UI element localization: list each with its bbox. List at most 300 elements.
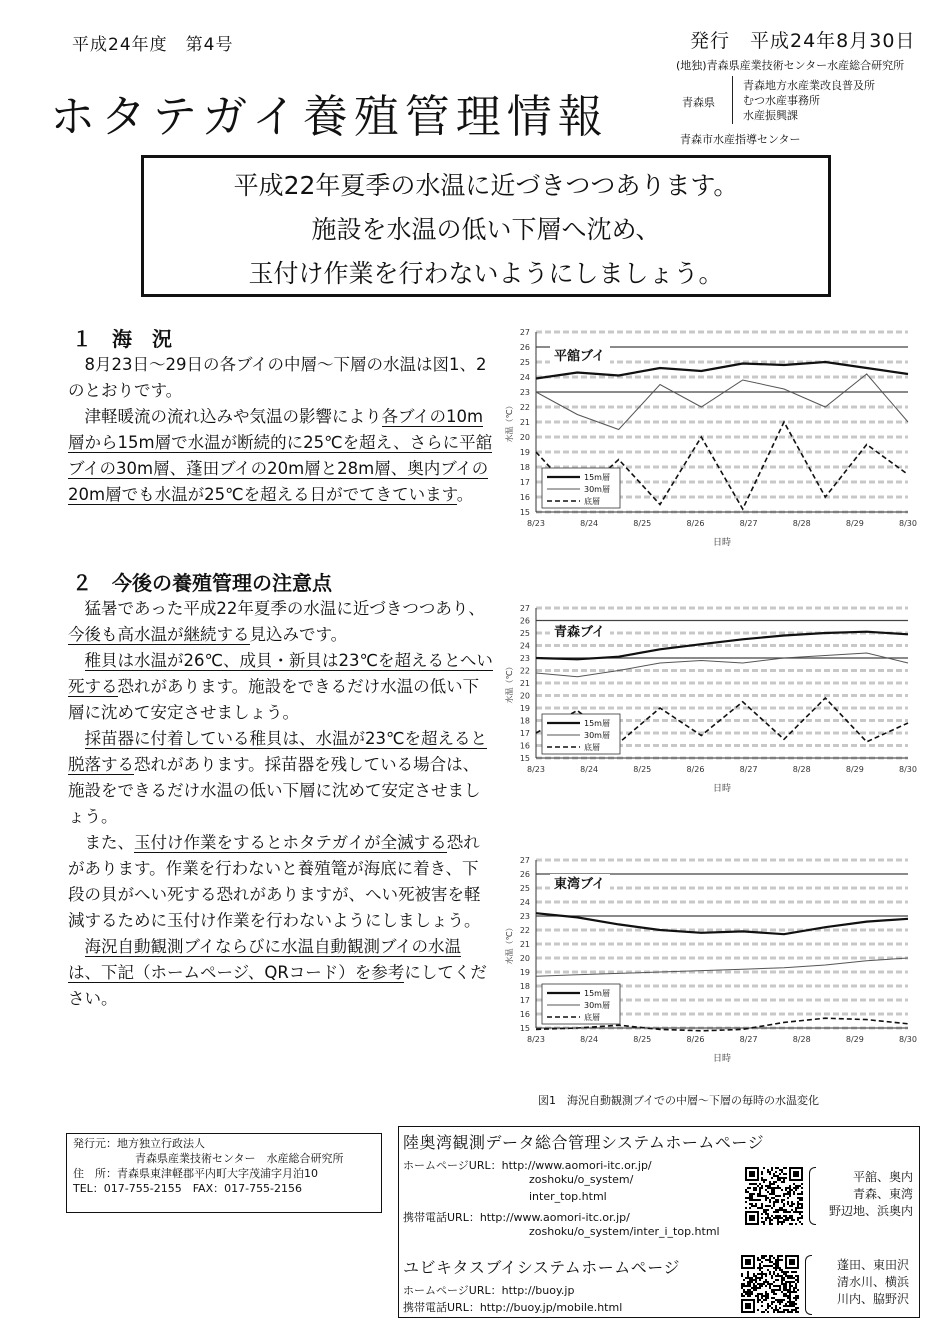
qr-module — [773, 1191, 775, 1193]
qr-module — [789, 1311, 791, 1313]
qr-module — [757, 1301, 759, 1303]
system2-title: ユビキタスブイシステムホームページ — [403, 1258, 680, 1277]
qr-module — [771, 1255, 773, 1257]
y-tick-label: 24 — [519, 641, 530, 651]
qr-code-icon[interactable] — [741, 1255, 799, 1313]
x-tick-label: 8/25 — [633, 1035, 652, 1044]
qr-finder — [789, 1259, 795, 1265]
qr-module — [743, 1279, 745, 1281]
qr-module — [777, 1211, 779, 1213]
qr-module — [749, 1283, 751, 1285]
qr-module — [763, 1221, 765, 1223]
qr-module — [797, 1289, 799, 1291]
qr-module — [763, 1209, 765, 1211]
qr-module — [779, 1287, 781, 1289]
qr-module — [771, 1265, 773, 1267]
qr-module — [759, 1299, 761, 1301]
qr-module — [777, 1217, 779, 1219]
qr-module — [767, 1295, 769, 1297]
headline-banner — [141, 155, 831, 297]
qr-module — [783, 1219, 785, 1221]
qr-module — [761, 1301, 763, 1303]
qr-module — [775, 1275, 777, 1277]
qr-module — [757, 1299, 759, 1301]
qr-module — [769, 1283, 771, 1285]
x-tick-label: 8/26 — [686, 1035, 705, 1044]
qr-module — [769, 1181, 771, 1183]
qr-module — [781, 1301, 783, 1303]
qr-module — [741, 1287, 743, 1289]
office-item: 青森地方水産業改良普及所 — [743, 79, 875, 92]
homepage-box — [398, 1126, 920, 1318]
section1-heading: １ 海 況 — [72, 327, 172, 351]
qr-module — [767, 1311, 769, 1313]
x-tick-label: 8/28 — [792, 765, 811, 774]
section2-para2: 稚貝は水温が26℃、成貝・新貝は23℃を超えるとへい死する恐れがあります。施設をできるだけ水温の低い下層に沈めて安定させましょう。 — [68, 651, 493, 722]
qr-module — [757, 1259, 759, 1261]
qr-module — [769, 1223, 771, 1225]
qr-module — [765, 1185, 767, 1187]
qr-module — [789, 1277, 791, 1279]
qr-module — [777, 1201, 779, 1203]
qr-module — [771, 1289, 773, 1291]
qr-module — [777, 1195, 779, 1197]
qr-module — [757, 1195, 759, 1197]
y-tick-label: 17 — [519, 729, 530, 738]
qr-module — [763, 1179, 765, 1181]
qr-module — [797, 1185, 799, 1187]
qr-module — [791, 1189, 793, 1191]
qr-module — [801, 1187, 803, 1189]
qr-module — [781, 1207, 783, 1209]
qr-module — [773, 1197, 775, 1199]
qr-module — [757, 1273, 759, 1275]
qr-module — [801, 1191, 803, 1193]
qr-module — [785, 1173, 787, 1175]
qr-module — [795, 1279, 797, 1281]
qr-module — [779, 1255, 781, 1257]
qr-module — [791, 1215, 793, 1217]
qr-module — [749, 1291, 751, 1293]
qr-module — [759, 1265, 761, 1267]
qr-module — [759, 1269, 761, 1271]
qr-module — [775, 1309, 777, 1311]
qr-module — [755, 1199, 757, 1201]
qr-module — [797, 1295, 799, 1297]
qr-module — [781, 1181, 783, 1183]
qr-module — [783, 1309, 785, 1311]
qr-module — [781, 1177, 783, 1179]
qr-module — [797, 1219, 799, 1221]
qr-module — [777, 1279, 779, 1281]
phone-line: TEL：017-755-2155 FAX：017-755-2156 — [73, 1182, 303, 1195]
qr-module — [791, 1223, 793, 1225]
y-tick-label: 20 — [519, 954, 530, 963]
qr-module — [789, 1291, 791, 1293]
qr-module — [781, 1281, 783, 1283]
qr-module — [769, 1171, 771, 1173]
qr-module — [781, 1189, 783, 1191]
qr-module — [791, 1309, 793, 1311]
qr-module — [799, 1217, 801, 1219]
qr-module — [757, 1193, 759, 1195]
qr-module — [779, 1267, 781, 1269]
qr-module — [761, 1261, 763, 1263]
y-tick-label: 21 — [519, 940, 530, 949]
qr-module — [775, 1293, 777, 1295]
publisher-box — [66, 1133, 382, 1213]
system1-homepage-url-cont[interactable]: inter_top.html — [529, 1190, 607, 1203]
qr-module — [763, 1273, 765, 1275]
x-tick-label: 8/30 — [899, 1035, 917, 1044]
system1-title: 陸奥湾観測データ総合管理システムホームページ — [403, 1133, 765, 1152]
qr-module — [765, 1197, 767, 1199]
qr-module — [787, 1305, 789, 1307]
qr-module — [789, 1301, 791, 1303]
qr-module — [759, 1189, 761, 1191]
qr-module — [799, 1213, 801, 1215]
section2-para1: 猛暑であった平成22年夏季の水温に近づきつつあり、今後も高水温が継続する見込みです。 — [68, 599, 485, 644]
qr-module — [751, 1205, 753, 1207]
qr-module — [793, 1187, 795, 1189]
qr-code-icon[interactable] — [745, 1167, 803, 1225]
office-list — [743, 78, 875, 123]
buoy-names: 平舘、奥内 — [852, 1170, 913, 1184]
qr-module — [741, 1285, 743, 1287]
qr-module — [795, 1295, 797, 1297]
qr-module — [773, 1285, 775, 1287]
qr-module — [777, 1255, 779, 1257]
qr-module — [779, 1303, 781, 1305]
qr-module — [773, 1257, 775, 1259]
legend-label: 底層 — [584, 743, 600, 752]
qr-module — [749, 1187, 751, 1189]
qr-module — [769, 1305, 771, 1307]
y-tick-label: 18 — [519, 716, 530, 726]
qr-module — [777, 1273, 779, 1275]
qr-module — [749, 1281, 751, 1283]
qr-module — [783, 1221, 785, 1223]
qr-module — [793, 1203, 795, 1205]
qr-module — [765, 1195, 767, 1197]
qr-module — [785, 1209, 787, 1211]
qr-module — [779, 1179, 781, 1181]
y-tick-label: 18 — [519, 463, 530, 472]
qr-module — [773, 1175, 775, 1177]
qr-module — [743, 1291, 745, 1293]
qr-module — [795, 1307, 797, 1309]
qr-module — [753, 1275, 755, 1277]
chart-hiradate-buoy — [498, 322, 923, 552]
qr-module — [783, 1193, 785, 1195]
qr-module — [757, 1287, 759, 1289]
qr-module — [743, 1295, 745, 1297]
qr-module — [785, 1283, 787, 1285]
qr-module — [779, 1187, 781, 1189]
qr-module — [747, 1289, 749, 1291]
y-axis-title: 水温（℃） — [505, 923, 514, 965]
qr-module — [797, 1297, 799, 1299]
qr-module — [751, 1287, 753, 1289]
buoy-names: 蓬田、東田沢 — [836, 1258, 909, 1272]
qr-module — [767, 1305, 769, 1307]
qr-module — [789, 1205, 791, 1207]
qr-module — [765, 1309, 767, 1311]
qr-module — [765, 1179, 767, 1181]
qr-module — [777, 1175, 779, 1177]
qr-module — [795, 1275, 797, 1277]
qr-module — [801, 1199, 803, 1201]
qr-module — [771, 1215, 773, 1217]
system1-homepage-url[interactable]: ホームページURL：http://www.aomori-itc.or.jp/ — [403, 1159, 652, 1172]
qr-module — [761, 1207, 763, 1209]
qr-module — [765, 1293, 767, 1295]
system1-homepage-url-cont[interactable]: zoshoku/o_system/ — [529, 1173, 634, 1186]
y-axis-title: 水温（℃） — [505, 662, 514, 704]
y-tick-label: 21 — [519, 418, 530, 427]
qr-module — [747, 1275, 749, 1277]
qr-module — [773, 1281, 775, 1283]
qr-module — [785, 1193, 787, 1195]
qr-module — [773, 1211, 775, 1213]
qr-module — [767, 1303, 769, 1305]
qr-module — [783, 1211, 785, 1213]
office-item: 水産振興課 — [743, 109, 798, 122]
qr-module — [797, 1217, 799, 1219]
section2-para5: 海況自動観測ブイならびに水温自動観測ブイの水温は、下記（ホームページ、QRコード）を参考にしてください。 — [68, 937, 487, 1008]
qr-module — [749, 1195, 751, 1197]
qr-module — [759, 1263, 761, 1265]
banner-line: 平成22年夏季の水温に近づきつつあります。 — [233, 171, 739, 200]
qr-module — [787, 1275, 789, 1277]
qr-module — [761, 1311, 763, 1313]
qr-module — [759, 1287, 761, 1289]
qr-module — [781, 1291, 783, 1293]
qr-module — [785, 1167, 787, 1169]
qr-module — [775, 1269, 777, 1271]
qr-module — [759, 1187, 761, 1189]
qr-module — [781, 1311, 783, 1313]
qr-module — [777, 1209, 779, 1211]
qr-module — [757, 1295, 759, 1297]
qr-module — [765, 1255, 767, 1257]
qr-module — [799, 1203, 801, 1205]
legend-label: 30m層 — [584, 731, 610, 740]
qr-module — [777, 1311, 779, 1313]
qr-module — [767, 1217, 769, 1219]
qr-module — [799, 1193, 801, 1195]
qr-finder — [745, 1303, 751, 1309]
chart-title: 東湾ブイ — [554, 877, 605, 892]
qr-module — [795, 1303, 797, 1305]
qr-module — [775, 1307, 777, 1309]
qr-module — [749, 1183, 751, 1185]
qr-module — [789, 1303, 791, 1305]
x-tick-label: 8/30 — [899, 519, 917, 528]
qr-module — [745, 1293, 747, 1295]
qr-module — [769, 1261, 771, 1263]
system1-mobile-url[interactable]: 携帯電話URL：http://www.aomori-itc.or.jp/ — [403, 1211, 630, 1224]
buoy-names: 清水川、横浜 — [836, 1275, 909, 1289]
legend-label: 底層 — [584, 497, 600, 506]
qr-module — [783, 1199, 785, 1201]
y-tick-label: 23 — [519, 388, 530, 397]
qr-module — [753, 1273, 755, 1275]
qr-module — [753, 1189, 755, 1191]
qr-module — [779, 1209, 781, 1211]
qr-module — [785, 1287, 787, 1289]
qr-module — [767, 1209, 769, 1211]
qr-module — [785, 1215, 787, 1217]
series-line-solid-thin — [536, 653, 908, 677]
qr-module — [773, 1203, 775, 1205]
qr-module — [783, 1181, 785, 1183]
qr-module — [789, 1285, 791, 1287]
qr-module — [775, 1259, 777, 1261]
qr-module — [781, 1299, 783, 1301]
qr-module — [755, 1277, 757, 1279]
qr-module — [761, 1293, 763, 1295]
y-tick-label: 23 — [519, 912, 530, 921]
qr-module — [763, 1295, 765, 1297]
qr-module — [765, 1189, 767, 1191]
y-tick-label: 24 — [519, 373, 530, 382]
qr-module — [787, 1187, 789, 1189]
qr-module — [775, 1267, 777, 1269]
qr-module — [765, 1275, 767, 1277]
x-tick-label: 8/27 — [739, 1035, 758, 1044]
qr-module — [753, 1205, 755, 1207]
qr-module — [801, 1217, 803, 1219]
qr-module — [757, 1277, 759, 1279]
qr-module — [797, 1277, 799, 1279]
qr-module — [775, 1305, 777, 1307]
qr-module — [773, 1201, 775, 1203]
qr-module — [783, 1285, 785, 1287]
x-tick-label: 8/25 — [633, 765, 652, 774]
qr-module — [765, 1281, 767, 1283]
y-tick-label: 26 — [519, 343, 530, 352]
y-tick-label: 22 — [519, 926, 530, 935]
qr-module — [759, 1193, 761, 1195]
qr-module — [757, 1297, 759, 1299]
x-axis-title: 日時 — [712, 538, 732, 548]
qr-module — [757, 1283, 759, 1285]
qr-module — [789, 1275, 791, 1277]
section2-para4: また、玉付け作業をするとホタテガイが全滅する恐れがあります。作業を行わないと養殖篭が海底に着き、下段の貝がへい死する恐れがありますが、へい死被害を軽減するために玉付け作業を行わないようにしましょう。 — [68, 833, 481, 930]
y-tick-label: 25 — [519, 629, 530, 638]
qr-module — [771, 1191, 773, 1193]
qr-module — [745, 1291, 747, 1293]
qr-module — [783, 1205, 785, 1207]
city-center: 青森市水産指導センター — [680, 133, 801, 146]
qr-module — [783, 1295, 785, 1297]
qr-module — [775, 1211, 777, 1213]
qr-module — [765, 1217, 767, 1219]
qr-module — [765, 1259, 767, 1261]
qr-module — [783, 1195, 785, 1197]
system1-mobile-url-cont[interactable]: zoshoku/o_system/inter_i_top.html — [529, 1225, 720, 1238]
qr-module — [751, 1197, 753, 1199]
qr-finder — [749, 1215, 755, 1221]
x-tick-label: 8/29 — [845, 765, 864, 774]
qr-module — [745, 1207, 747, 1209]
qr-module — [741, 1283, 743, 1285]
qr-module — [781, 1269, 783, 1271]
qr-module — [771, 1283, 773, 1285]
banner-line: 玉付け作業を行わないようにしましょう。 — [248, 259, 724, 288]
system2-mobile-url[interactable]: 携帯電話URL：http://buoy.jp/mobile.html — [403, 1301, 623, 1314]
qr-module — [769, 1185, 771, 1187]
qr-module — [761, 1213, 763, 1215]
qr-module — [765, 1213, 767, 1215]
y-tick-label: 21 — [519, 679, 530, 688]
qr-module — [797, 1307, 799, 1309]
buoy-names: 川内、脇野沢 — [836, 1292, 909, 1306]
qr-module — [771, 1177, 773, 1179]
qr-module — [789, 1189, 791, 1191]
qr-module — [745, 1277, 747, 1279]
qr-module — [757, 1185, 759, 1187]
y-axis-title: 水温（℃） — [505, 401, 514, 443]
qr-module — [797, 1279, 799, 1281]
qr-module — [797, 1275, 799, 1277]
qr-module — [773, 1309, 775, 1311]
section2-para3: 採苗器に付着している稚貝は、水温が23℃を超えると脱落する恐れがあります。採苗器を残している場合は、施設をできるだけ水温の低い下層に沈めて安定させましょう。 — [68, 729, 488, 826]
qr-module — [779, 1207, 781, 1209]
qr-module — [789, 1191, 791, 1193]
qr-module — [741, 1295, 743, 1297]
qr-module — [775, 1195, 777, 1197]
qr-module — [751, 1293, 753, 1295]
qr-module — [741, 1293, 743, 1295]
qr-module — [769, 1271, 771, 1273]
qr-module — [775, 1279, 777, 1281]
qr-module — [749, 1289, 751, 1291]
qr-module — [795, 1291, 797, 1293]
qr-module — [759, 1285, 761, 1287]
qr-module — [787, 1295, 789, 1297]
qr-module — [777, 1219, 779, 1221]
qr-module — [795, 1285, 797, 1287]
qr-module — [745, 1197, 747, 1199]
qr-module — [767, 1197, 769, 1199]
qr-module — [777, 1177, 779, 1179]
qr-module — [767, 1213, 769, 1215]
qr-module — [755, 1281, 757, 1283]
qr-module — [769, 1201, 771, 1203]
qr-module — [801, 1205, 803, 1207]
qr-module — [787, 1219, 789, 1221]
qr-module — [767, 1281, 769, 1283]
qr-module — [783, 1177, 785, 1179]
qr-module — [791, 1277, 793, 1279]
y-tick-label: 25 — [519, 358, 530, 367]
section-ocean-conditions — [68, 326, 493, 508]
qr-module — [767, 1169, 769, 1171]
system2-homepage-url[interactable]: ホームページURL：http://buoy.jp — [403, 1284, 575, 1297]
qr-module — [801, 1193, 803, 1195]
qr-module — [793, 1277, 795, 1279]
qr-module — [751, 1281, 753, 1283]
qr-module — [793, 1183, 795, 1185]
qr-module — [791, 1271, 793, 1273]
qr-module — [747, 1295, 749, 1297]
qr-module — [783, 1167, 785, 1169]
qr-module — [773, 1181, 775, 1183]
qr-module — [747, 1285, 749, 1287]
legend-label: 15m層 — [584, 473, 610, 482]
